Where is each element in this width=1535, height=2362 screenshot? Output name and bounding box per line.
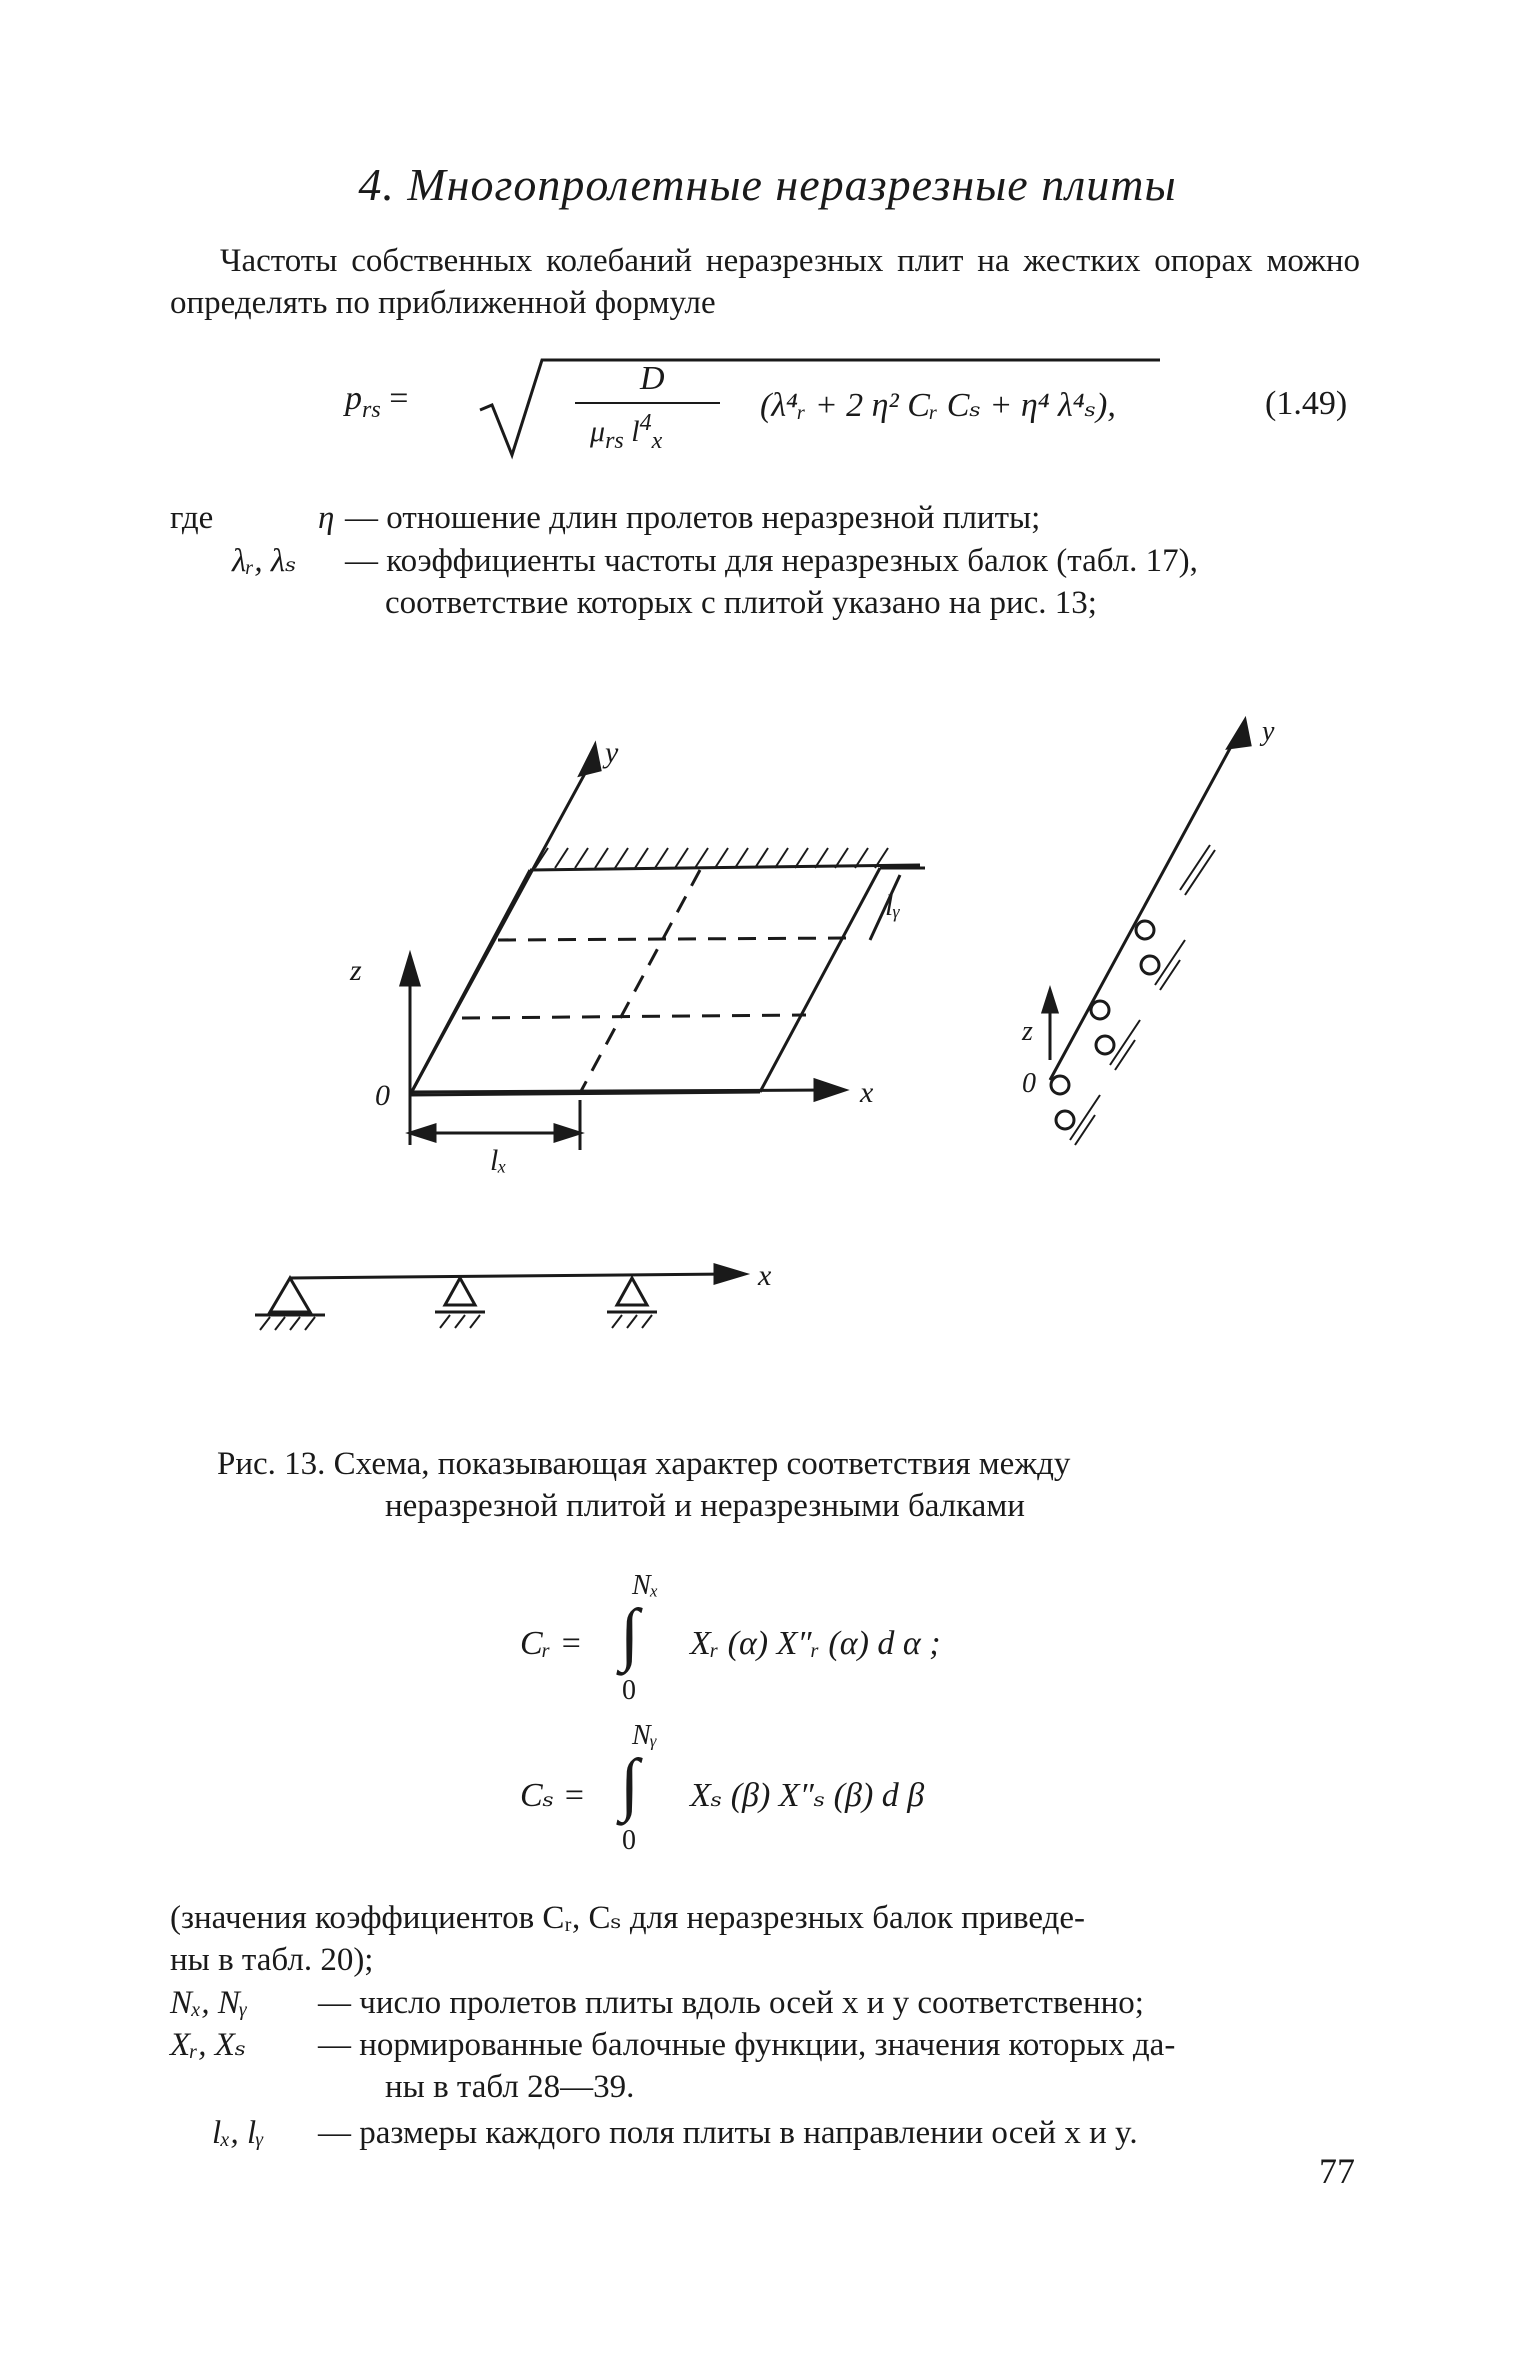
x-symbols: Xᵣ, Xₛ bbox=[170, 2027, 247, 2063]
lambda-definition: — коэффициенты частоты для неразрезных балок (табл. 17), bbox=[345, 543, 1198, 579]
cs-lhs: Cₛ = bbox=[520, 1777, 586, 1814]
l-sub: x bbox=[651, 428, 663, 454]
z-axis-arrow bbox=[401, 955, 419, 985]
label-x3: x bbox=[758, 1259, 772, 1292]
eta-symbol: η bbox=[318, 500, 335, 536]
figure-caption-line1: Рис. 13. Схема, показывающая характер соответствия между bbox=[217, 1446, 1071, 1482]
formula-equals: = bbox=[389, 380, 409, 417]
formula-lhs-p: p bbox=[345, 380, 362, 417]
label-z1: z bbox=[350, 954, 362, 987]
support-circle-4 bbox=[1096, 1036, 1114, 1054]
l-symbol: l bbox=[631, 415, 640, 448]
cr-lhs: Cᵣ = bbox=[520, 1625, 583, 1662]
label-lx: lₓ bbox=[490, 1144, 507, 1177]
cs-integral-sign: ∫ bbox=[620, 1746, 640, 1823]
label-o1: 0 bbox=[375, 1079, 390, 1112]
support-roller-2 bbox=[617, 1278, 647, 1305]
values-note-line2: ны в табл. 20); bbox=[170, 1942, 374, 1978]
support-fixed bbox=[270, 1278, 310, 1312]
plate-top-edge bbox=[530, 865, 920, 870]
cr-upper-limit: Nₓ bbox=[632, 1570, 659, 1601]
figure-13 bbox=[0, 700, 1535, 1420]
support-circle-3 bbox=[1091, 1001, 1109, 1019]
dashed-support-2 bbox=[462, 1015, 806, 1018]
x-axis-arrow bbox=[815, 1080, 845, 1100]
n-symbols: Nₓ, Nᵧ bbox=[170, 1985, 248, 2021]
plate-labels bbox=[349, 736, 900, 1177]
page-number: 77 bbox=[1319, 2151, 1355, 2191]
support-circle-5 bbox=[1136, 921, 1154, 939]
plate-left-edge bbox=[410, 870, 530, 1095]
values-note-line1: (значения коэффициентов Cᵣ, Cₛ для неразрезных балок приведе- bbox=[170, 1900, 1086, 1936]
support-roller-1 bbox=[445, 1278, 475, 1305]
where-word: где bbox=[170, 500, 214, 536]
formula-lhs-sub: rs bbox=[362, 396, 381, 423]
formula-lhs bbox=[345, 380, 408, 424]
x-definition: — нормированные балочные функции, значения которых да- bbox=[318, 2027, 1176, 2063]
mu-sub: rs bbox=[605, 428, 624, 454]
fraction-numerator: D bbox=[640, 360, 665, 397]
l-definition: — размеры каждого поля плиты в направлении осей x и y. bbox=[318, 2115, 1138, 2151]
l-sup: 4 bbox=[639, 410, 652, 436]
cr-lower-limit: 0 bbox=[622, 1675, 636, 1706]
label-y2: y bbox=[1262, 716, 1275, 747]
eta-definition: — отношение длин пролетов неразрезной плиты; bbox=[345, 500, 1041, 536]
x-axis-line bbox=[410, 1090, 830, 1092]
y-axis-arrow bbox=[580, 745, 600, 775]
figure-caption-line2: неразрезной плитой и неразрезными балками bbox=[385, 1488, 1025, 1524]
mu-symbol: μ bbox=[590, 415, 606, 448]
dashed-support-3 bbox=[580, 870, 700, 1093]
label-o2: 0 bbox=[1022, 1068, 1036, 1099]
beam-x-diagram bbox=[255, 1265, 745, 1330]
support-circle-6 bbox=[1141, 956, 1159, 974]
label-y1: y bbox=[605, 736, 619, 769]
beam-y-line bbox=[1050, 730, 1240, 1080]
plate-right-edge bbox=[760, 868, 880, 1092]
cs-upper-limit: Nᵧ bbox=[632, 1720, 658, 1751]
intro-paragraph: Частоты собственных колебаний неразрезных плит на жестких опорах можно определять по приближенной формуле bbox=[170, 243, 1360, 321]
beam-x-line bbox=[290, 1274, 730, 1278]
beam-y-labels bbox=[1021, 716, 1275, 1099]
cs-lower-limit: 0 bbox=[622, 1825, 636, 1856]
cr-integral-sign: ∫ bbox=[620, 1596, 640, 1673]
bracket-expression: (λ⁴ᵣ + 2 η² Cᵣ Cₛ + η⁴ λ⁴ₛ), bbox=[760, 387, 1116, 424]
lambda-symbols: λᵣ, λₛ bbox=[232, 543, 297, 579]
label-x1: x bbox=[860, 1076, 874, 1109]
support-circle-2 bbox=[1056, 1111, 1074, 1129]
plate-diagram bbox=[401, 745, 925, 1150]
equation-number: (1.49) bbox=[1265, 385, 1348, 422]
support-circle-1 bbox=[1051, 1076, 1069, 1094]
section-heading: 4. Многопролетные неразрезные плиты bbox=[358, 159, 1177, 210]
label-z2: z bbox=[1022, 1016, 1033, 1047]
x-definition-cont: ны в табл 28—39. bbox=[385, 2069, 635, 2105]
cs-integrand: Xₛ (β) X″ₛ (β) d β bbox=[690, 1777, 925, 1814]
lambda-definition-cont: соответствие которых с плитой указано на рис. 13; bbox=[385, 585, 1097, 621]
label-ly: lᵧ bbox=[885, 889, 901, 922]
n-definition: — число пролетов плиты вдоль осей x и y соответственно; bbox=[318, 1985, 1144, 2021]
beam-y-diagram bbox=[1043, 720, 1250, 1145]
fraction-denominator bbox=[590, 410, 662, 455]
dashed-support-1 bbox=[498, 938, 850, 940]
cr-integrand: Xᵣ (α) X″ᵣ (α) d α ; bbox=[690, 1625, 941, 1662]
l-symbols: lₓ, lᵧ bbox=[212, 2115, 264, 2151]
